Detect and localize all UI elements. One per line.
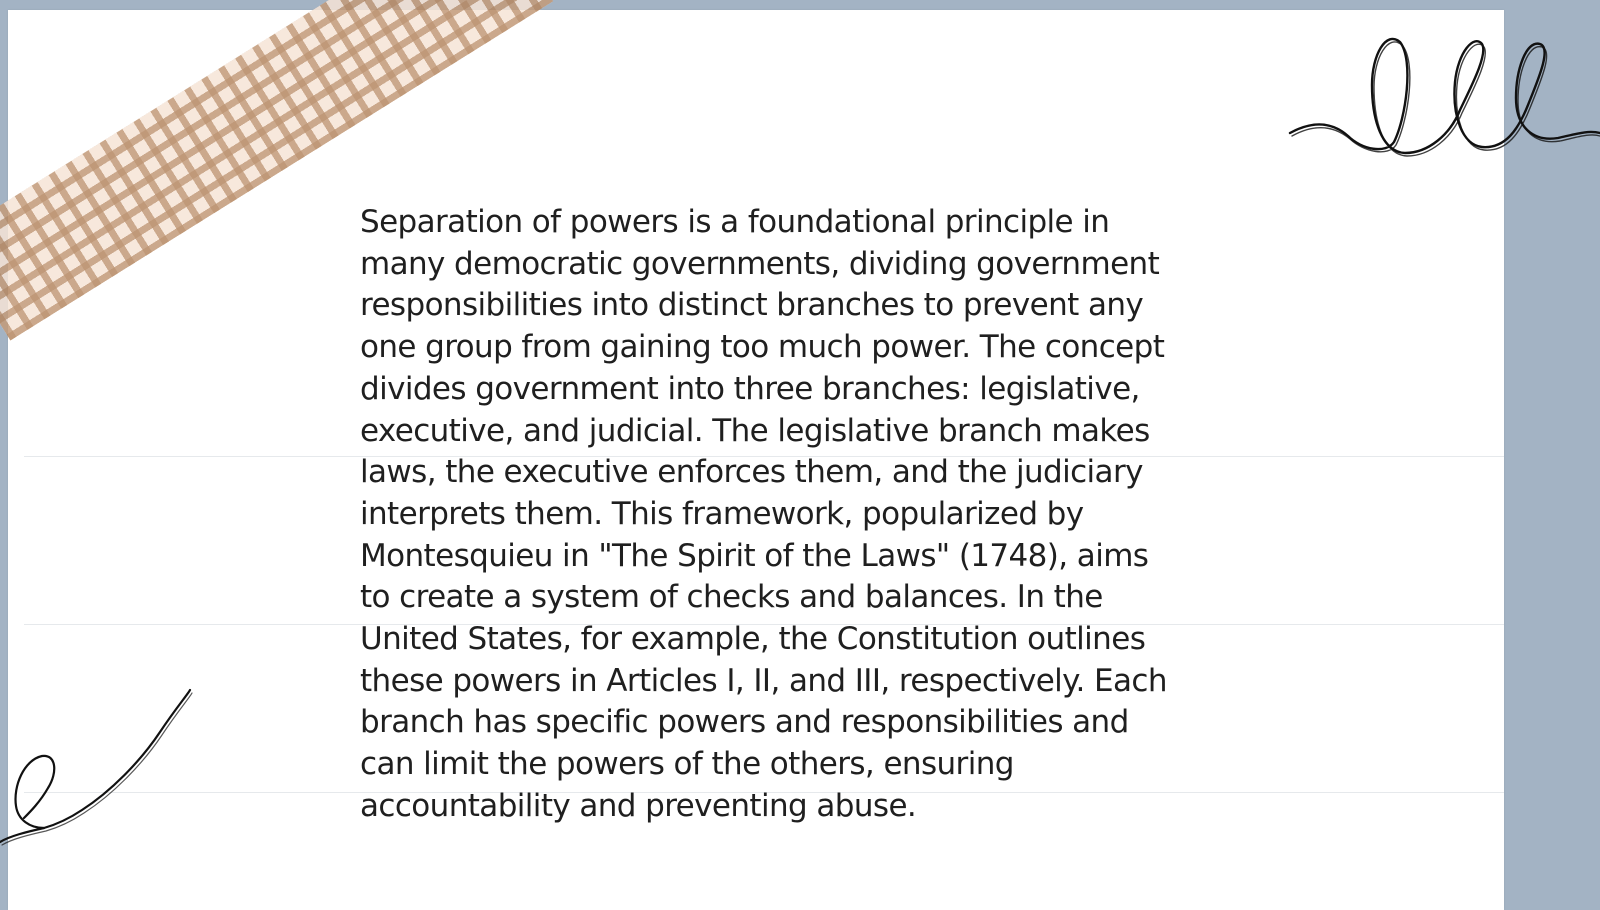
text-line: accountability and preventing abuse. [360,787,917,824]
text-line: to create a system of checks and balances. In the [360,579,1103,616]
text-line: one group from gaining too much power. The concept [360,329,1165,366]
text-line: interprets them. This framework, popularized by [360,495,1084,532]
text-line: branch has specific powers and responsibilities and [360,704,1129,741]
text-line: Montesquieu in "The Spirit of the Laws" (1748), aims [360,537,1149,574]
text-line: divides government into three branches: legislative, [360,370,1140,407]
text-line: responsibilities into distinct branches to prevent any [360,287,1144,324]
text-line: these powers in Articles I, II, and III, respectively. Each [360,662,1167,699]
body-paragraph [360,202,1260,828]
loop-swoosh-doodle-icon [0,690,200,850]
text-line: Separation of powers is a foundational principle in [360,204,1110,240]
text-line: can limit the powers of the others, ensuring [360,746,1014,783]
text-line: laws, the executive enforces them, and the judiciary [360,454,1143,491]
text-line: many democratic governments, dividing government [360,245,1160,282]
loop-squiggle-doodle-icon [1290,30,1600,170]
text-line: executive, and judicial. The legislative branch makes [360,412,1150,449]
text-line: United States, for example, the Constitution outlines [360,621,1146,658]
